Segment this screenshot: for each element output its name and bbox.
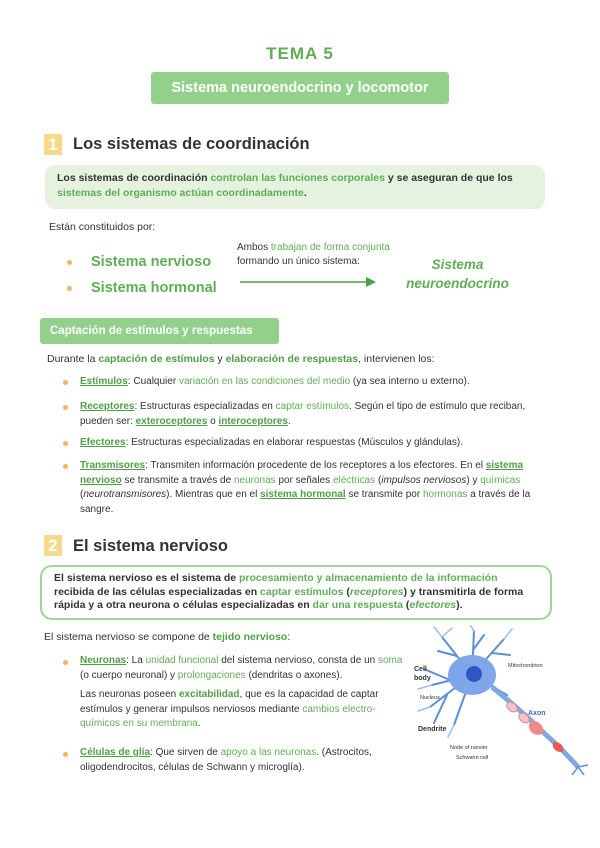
neuroendocrine-result: Sistema neuroendocrino [406,257,509,291]
bullet-dot [63,752,68,757]
bullet-dot [67,286,72,291]
svg-text:Cell: Cell [414,666,427,673]
svg-text:body: body [414,675,431,682]
bullet-dot [63,405,68,410]
svg-text:Dendrite: Dendrite [418,726,447,733]
system-nervioso: Sistema nervioso [91,254,212,270]
section-title-2: El sistema nervioso [73,537,228,555]
arrow-right-icon [238,276,378,288]
page-title: TEMA 5 [266,44,334,63]
svg-text:Axon: Axon [528,710,546,717]
callout-sistema-nervioso: El sistema nervioso es el sistema de procesamiento y almacenamiento de la información recibida de las células especializadas en captar estímulos (receptores) y transmitirla de forma rápida y a otra neurona o células especializadas en dar una respuesta (efectores). [40,565,552,620]
section-number-2: 2 [44,535,62,556]
svg-text:Node of ranvier: Node of ranvier [450,745,488,751]
callout-coordination: Los sistemas de coordinación controlan las funciones corporales y se aseguran de que los sistemas del organismo actúan coordinadamente. [45,165,545,209]
svg-text:Nucleus: Nucleus [420,695,440,701]
item-glia: Células de glía: Que sirven de apoyo a las neuronas. (Astrocitos, oligodendrocitos, células de Schwann y microglía). [80,747,372,773]
item-neuronas: Neuronas: La unidad funcional del sistema nervioso, consta de un soma (o cuerpo neuronal) y prolongaciones (dendritas o axones). [80,655,403,681]
durante-text: Durante la captación de estímulos y elaboración de respuestas, intervienen los: [47,353,435,365]
bullet-dot [67,260,72,265]
page-subtitle: Sistema neuroendocrino y locomotor [151,72,449,104]
item-efectores: Efectores: Estructuras especializadas en elaborar respuestas (Músculos y glándulas). [80,437,463,448]
neuron-illustration [412,625,590,775]
item-neuronas-excitabilidad: Las neuronas poseen excitabilidad, que es la capacidad de captar estímulos y generar impulsos nerviosos mediante cambios electro-químicos en su membrana. [80,689,379,729]
section-number-1: 1 [44,134,62,155]
bullet-dot [63,380,68,385]
constituted-text: Están constituidos por: [49,221,156,233]
ambos-text: Ambos trabajan de forma conjunta formando un único sistema: [237,242,390,267]
system-hormonal: Sistema hormonal [91,280,217,296]
bullet-dot [63,441,68,446]
compone-text: El sistema nervioso se compone de tejido nervioso: [44,631,291,643]
bullet-dot [63,660,68,665]
item-receptores: Receptores: Estructuras especializadas en captar estímulos. Según el tipo de estímulo que reciban, pueden ser: exteroceptores o interoceptores. [80,401,526,427]
svg-text:Mitochondrion: Mitochondrion [508,663,543,669]
bullet-dot [63,464,68,469]
svg-text:Schwann cell: Schwann cell [456,755,489,761]
item-estimulos: Estímulos: Cualquier variación en las condiciones del medio (ya sea interno u externo). [80,376,470,387]
pill-captacion: Captación de estímulos y respuestas [40,318,279,344]
item-transmisores: Transmisores: Transmiten información procedente de los receptores a los efectores. En el sistema nervioso se transmite a través de neuronas por señales eléctricas (impulsos nerviosos) y químicas (neurotransmisores). Mientras que en el sistema hormonal se transmite por hormonas a través de la sangre. [80,460,531,515]
section-title-1: Los sistemas de coordinación [73,135,310,153]
